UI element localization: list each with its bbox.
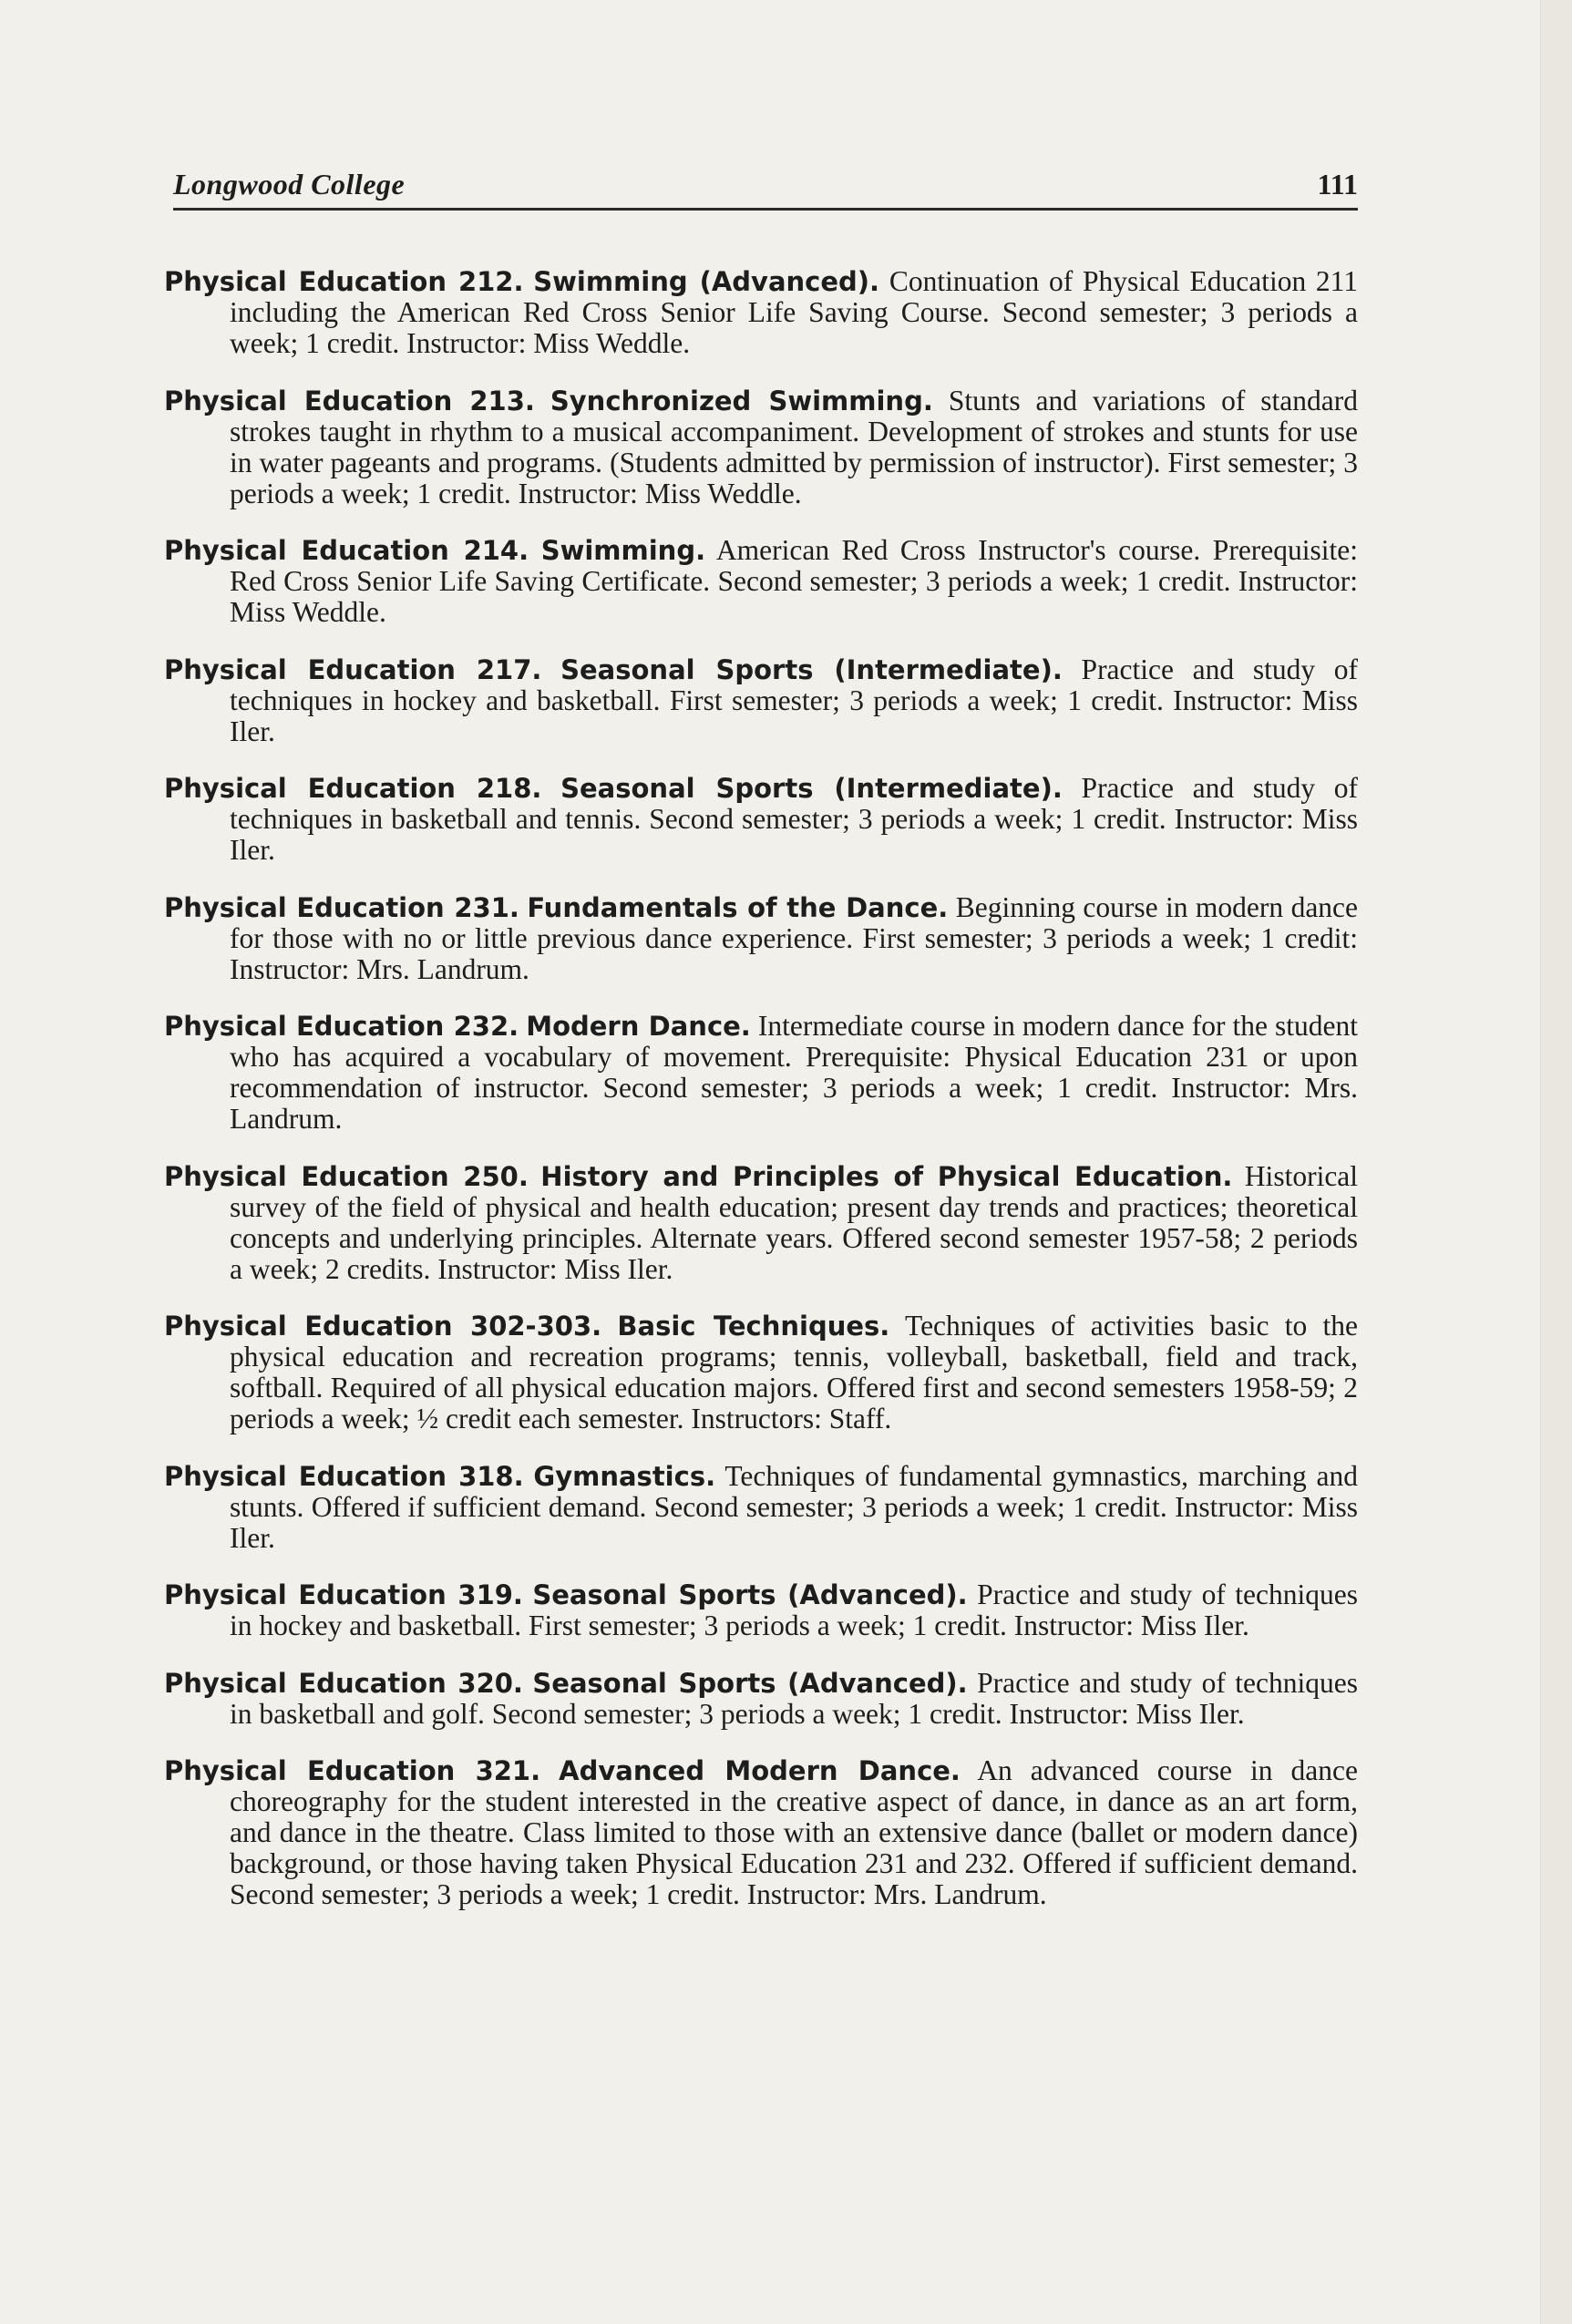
course-title: Fundamentals of the Dance. bbox=[527, 891, 949, 923]
running-title: Longwood College bbox=[173, 168, 406, 201]
page-number: 111 bbox=[1317, 168, 1358, 201]
course-description: Techniques of activities basic to the physical education and recreation programs; tennis, volleyball, basketball, field and track, softball. Required of all physical education majors. Offered first and second semesters 1958-59; 2 periods a week; ½ credit each semester. Instructors: Staff. bbox=[230, 1310, 1358, 1435]
course-title: Swimming (Advanced). bbox=[533, 266, 880, 297]
course-description: American Red Cross Instructor's course. Prerequisite: Red Cross Senior Life Saving Certificate. Second semester; 3 periods a week; 1 credit. Instructor: Miss Weddle. bbox=[230, 534, 1359, 628]
course-title: Synchronized Swimming. bbox=[550, 385, 933, 416]
course-entry bbox=[164, 1011, 1358, 1135]
course-description: Continuation of Physical Education 211 including the American Red Cross Senior Life Saving Course. Second semester; 3 periods a week; 1 credit. Instructor: Miss Weddle. bbox=[230, 265, 1359, 359]
course-number: Physical Education 320. bbox=[164, 1667, 523, 1699]
course-entry bbox=[164, 892, 1358, 985]
course-title: Modern Dance. bbox=[526, 1011, 751, 1042]
course-number: Physical Education 217. bbox=[164, 653, 542, 685]
course-description: Practice and study of techniques in hockey and basketball. First semester; 3 periods a week; 1 credit. Instructor: Miss Iler. bbox=[230, 653, 1359, 747]
course-entry bbox=[164, 266, 1358, 359]
course-title: Gymnastics. bbox=[533, 1460, 716, 1492]
page-header bbox=[173, 168, 1358, 211]
course-description: Practice and study of techniques in basketball and golf. Second semester; 3 periods a week; 1 credit. Instructor: Miss Iler. bbox=[230, 1666, 1359, 1730]
course-list bbox=[164, 266, 1358, 1937]
course-entry bbox=[164, 1311, 1358, 1435]
course-entry bbox=[164, 535, 1358, 628]
course-title: Seasonal Sports (Intermediate). bbox=[560, 653, 1063, 685]
course-title: Advanced Modern Dance. bbox=[559, 1755, 961, 1786]
course-number: Physical Education 213. bbox=[164, 385, 535, 416]
course-description: Intermediate course in modern dance for the student who has acquired a vocabulary of movement. Prerequisite: Physical Education 231 or upon recommendation of instructor. Second semester; 3 periods a week; 1 credit. Instructor: Mrs. Landrum. bbox=[230, 1010, 1359, 1135]
course-number: Physical Education 302-303. bbox=[164, 1311, 602, 1342]
course-number: Physical Education 250. bbox=[164, 1160, 529, 1192]
course-description: Beginning course in modern dance for those with no or little previous dance experience. First semester; 3 periods a week; 1 credit: Instructor: Mrs. Landrum. bbox=[230, 890, 1359, 985]
course-number: Physical Education 321. bbox=[164, 1755, 541, 1786]
course-number: Physical Education 232. bbox=[164, 1011, 519, 1042]
course-description: An advanced course in dance choreography for the student interested in the creative aspect of dance, in dance as an art form, and dance in the theatre. Class limited to those with an extensive dance (ballet or modern dance) background, or those having taken Physical Education 231 and 232. Offered if sufficient demand. Second semester; 3 periods a week; 1 credit. Instructor: Mrs. Landrum. bbox=[230, 1754, 1359, 1910]
course-title: Seasonal Sports (Advanced). bbox=[532, 1579, 968, 1610]
course-title: Swimming. bbox=[540, 535, 706, 566]
page-edge bbox=[1540, 0, 1572, 2324]
course-entry bbox=[164, 654, 1358, 747]
course-description: Techniques of fundamental gymnastics, marching and stunts. Offered if sufficient demand. Second semester; 3 periods a week; 1 credit. Instructor: Miss Iler. bbox=[230, 1459, 1359, 1554]
course-entry bbox=[164, 773, 1358, 866]
course-title: Seasonal Sports (Intermediate). bbox=[560, 773, 1063, 804]
course-title: Seasonal Sports (Advanced). bbox=[532, 1667, 968, 1699]
course-title: Basic Techniques. bbox=[617, 1311, 890, 1342]
course-entry bbox=[164, 1668, 1358, 1730]
course-number: Physical Education 218. bbox=[164, 773, 542, 804]
course-entry bbox=[164, 1161, 1358, 1285]
course-number: Physical Education 318. bbox=[164, 1460, 524, 1492]
course-number: Physical Education 319. bbox=[164, 1579, 523, 1610]
course-description: Stunts and variations of standard strokes taught in rhythm to a musical accompaniment. Development of strokes and stunts for use in water pageants and programs. (Students admitted by permission of instructor). First semester; 3 periods a week; 1 credit. Instructor: Miss Weddle. bbox=[230, 384, 1359, 509]
course-entry bbox=[164, 1461, 1358, 1554]
course-number: Physical Education 212. bbox=[164, 266, 524, 297]
course-title: History and Principles of Physical Education. bbox=[540, 1160, 1233, 1192]
course-description: Practice and study of techniques in hockey and basketball. First semester; 3 periods a week; 1 credit. Instructor: Miss Iler. bbox=[230, 1578, 1359, 1641]
course-entry bbox=[164, 386, 1358, 509]
course-number: Physical Education 231. bbox=[164, 891, 519, 923]
course-number: Physical Education 214. bbox=[164, 535, 529, 566]
course-entry bbox=[164, 1755, 1358, 1910]
course-description: Historical survey of the field of physical and health education; present day trends and practices; theoretical concepts and underlying principles. Alternate years. Offered second semester 1957-58; 2 periods a week; 2 credits. Instructor: Miss Iler. bbox=[230, 1159, 1359, 1285]
course-entry bbox=[164, 1579, 1358, 1641]
course-description: Practice and study of techniques in basketball and tennis. Second semester; 3 periods a week; 1 credit. Instructor: Miss Iler. bbox=[230, 772, 1359, 866]
